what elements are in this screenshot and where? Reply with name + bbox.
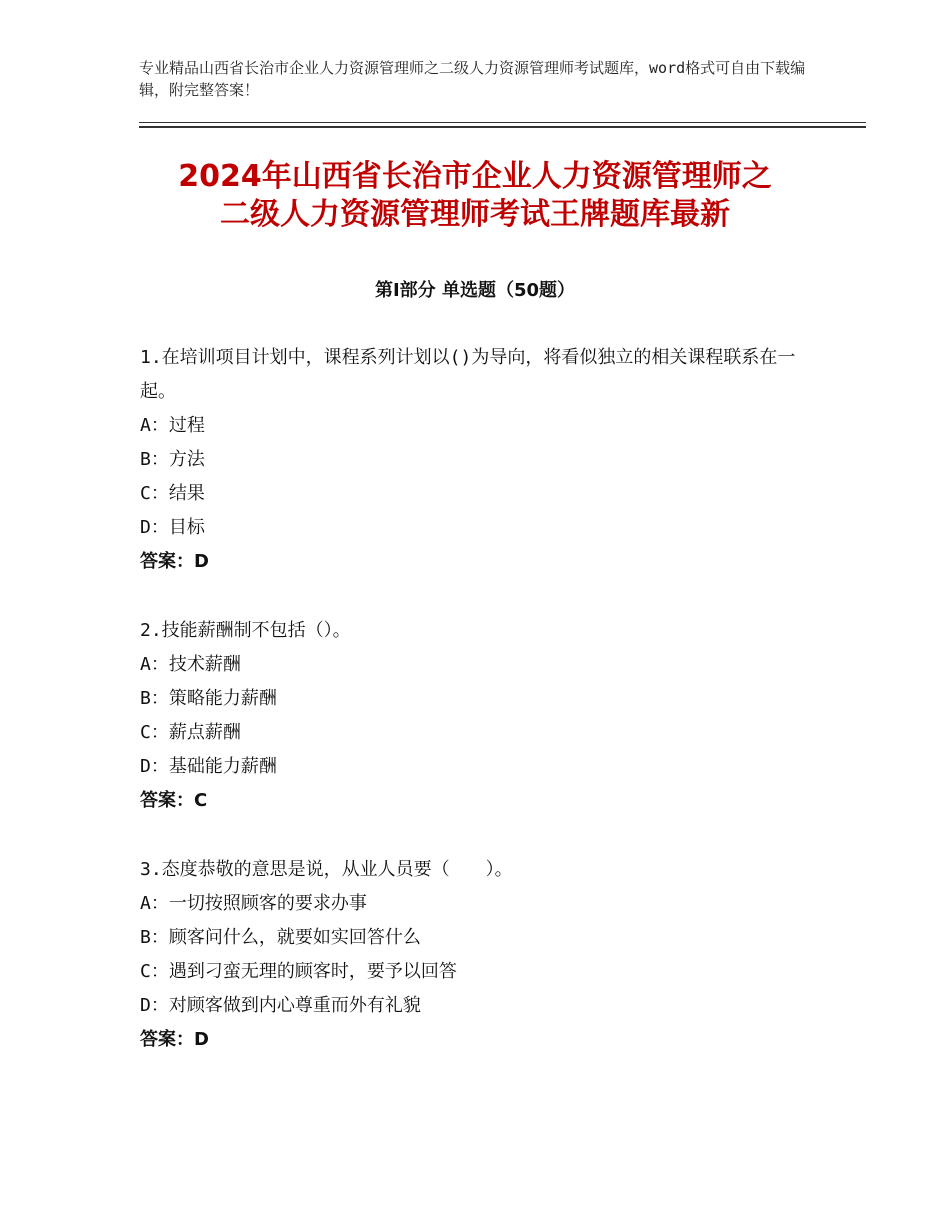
question-stem: 3.态度恭敬的意思是说，从业人员要（ ）。 [140, 859, 513, 880]
question-3 [140, 853, 820, 1057]
option-c: C：薪点薪酬 [140, 722, 241, 743]
question-2 [140, 614, 820, 818]
header-divider-thin [139, 122, 866, 123]
option-b: B：方法 [140, 449, 205, 470]
option-c: C：结果 [140, 483, 205, 504]
option-a: A：一切按照顾客的要求办事 [140, 893, 367, 914]
document-title [100, 158, 850, 234]
option-b: B：策略能力薪酬 [140, 688, 277, 709]
option-a: A：技术薪酬 [140, 654, 241, 675]
question-stem: 1.在培训项目计划中，课程系列计划以()为导向，将看似独立的相关课程联系在一起。 [140, 347, 796, 402]
option-d: D：基础能力薪酬 [140, 756, 277, 777]
option-a: A：过程 [140, 415, 205, 436]
section-heading: 第Ⅰ部分 单选题（50题） [374, 280, 575, 301]
option-d: D：目标 [140, 517, 205, 538]
option-c: C：遇到刁蛮无理的顾客时，要予以回答 [140, 961, 457, 982]
answer: 答案：C [140, 790, 208, 811]
header-note: 专业精品山西省长治市企业人力资源管理师之二级人力资源管理师考试题库，word格式可自由下载编辑，附完整答案！ [139, 59, 806, 99]
question-stem: 2.技能薪酬制不包括（）。 [140, 620, 351, 641]
question-1 [140, 341, 820, 579]
option-d: D：对顾客做到内心尊重而外有礼貌 [140, 995, 421, 1016]
title-line-2: 二级人力资源管理师考试王牌题库最新 [220, 197, 730, 232]
header-divider-thick [139, 126, 866, 128]
answer: 答案：D [140, 551, 209, 572]
answer: 答案：D [140, 1029, 209, 1050]
title-line-1: 2024年山西省长治市企业人力资源管理师之 [178, 159, 772, 194]
option-b: B：顾客问什么，就要如实回答什么 [140, 927, 421, 948]
